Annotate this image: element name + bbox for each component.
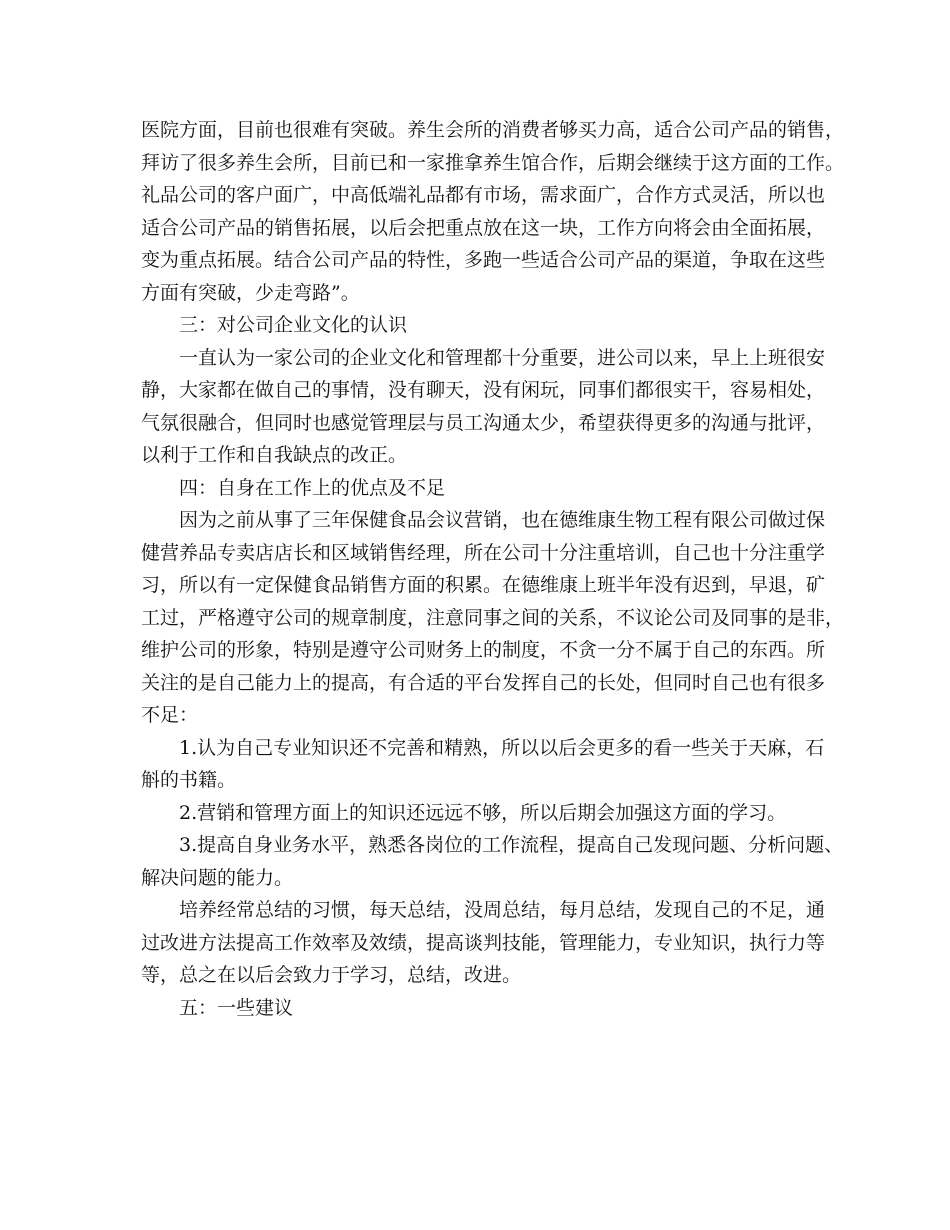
text-line: 五：一些建议 (179, 996, 294, 1019)
text-line: 维护公司的形象，特别是遵守公司财务上的制度，不贪一分不属于自己的东西。所 (141, 639, 826, 661)
text-line: 四：自身在工作上的优点及不足 (179, 476, 446, 499)
text-line: 解决问题的能力。 (141, 866, 294, 889)
text-line: 因为之前从事了三年保健食品会议营销，也在德维康生物工程有限公司做过保 (179, 509, 826, 531)
text-line: 不足： (141, 704, 199, 726)
text-line: 健营养品专卖店店长和区域销售经理，所在公司十分注重培训，自己也十分注重学 (141, 541, 826, 564)
text-line: 拜访了很多养生会所，目前已和一家推拿养生馆合作，后期会继续于这方面的工作。 (141, 151, 845, 174)
text-line: 礼品公司的客户面广，中高低端礼品都有市场，需求面广，合作方式灵活，所以也 (141, 184, 826, 206)
text-line: 等，总之在以后会致力于学习，总结，改进。 (141, 964, 522, 986)
text-line: 培养经常总结的习惯，每天总结，没周总结，每月总结，发现自己的不足，通 (179, 899, 826, 921)
text-line: 斛的书籍。 (141, 769, 237, 791)
text-line: 适合公司产品的销售拓展，以后会把重点放在这一块，工作方向将会由全面拓展， (141, 216, 826, 239)
text-line: 三：对公司企业文化的认识 (179, 314, 408, 336)
text-line: 2.营销和管理方面上的知识还远远不够，所以后期会加强这方面的学习。 (179, 801, 787, 824)
text-line: 气氛很融合，但同时也感觉管理层与员工沟通太少，希望获得更多的沟通与批评， (141, 411, 826, 434)
text-line: 过改进方法提高工作效率及效绩，提高谈判技能，管理能力，专业知识，执行力等 (141, 931, 826, 954)
text-line: 一直认为一家公司的企业文化和管理都十分重要，进公司以来，早上上班很安 (179, 346, 826, 369)
text-line: 变为重点拓展。结合公司产品的特性，多跑一些适合公司产品的渠道，争取在这些 (141, 249, 826, 271)
text-line: 工过，严格遵守公司的规章制度，注意同事之间的关系，不议论公司及同事的是非， (141, 606, 845, 629)
text-line: 方面有突破，少走弯路”。 (141, 281, 360, 304)
text-line: 3.提高自身业务水平，熟悉各岗位的工作流程，提高自己发现问题、分析问题、 (179, 834, 844, 856)
text-line: 习，所以有一定保健食品销售方面的积累。在德维康上班半年没有迟到，早退，矿 (141, 574, 826, 596)
text-line: 以利于工作和自我缺点的改正。 (141, 444, 408, 466)
text-line: 静，大家都在做自己的事情，没有聊天，没有闲玩，同事们都很实干，容易相处， (141, 379, 826, 401)
text-line: 1.认为自己专业知识还不完善和精熟，所以以后会更多的看一些关于天麻，石 (179, 736, 825, 759)
document-body (141, 114, 845, 1024)
text-line: 关注的是自己能力上的提高，有合适的平台发挥自己的长处，但同时自己也有很多 (141, 671, 826, 694)
text-line: 医院方面，目前也很难有突破。养生会所的消费者够买力高，适合公司产品的销售， (141, 119, 845, 141)
